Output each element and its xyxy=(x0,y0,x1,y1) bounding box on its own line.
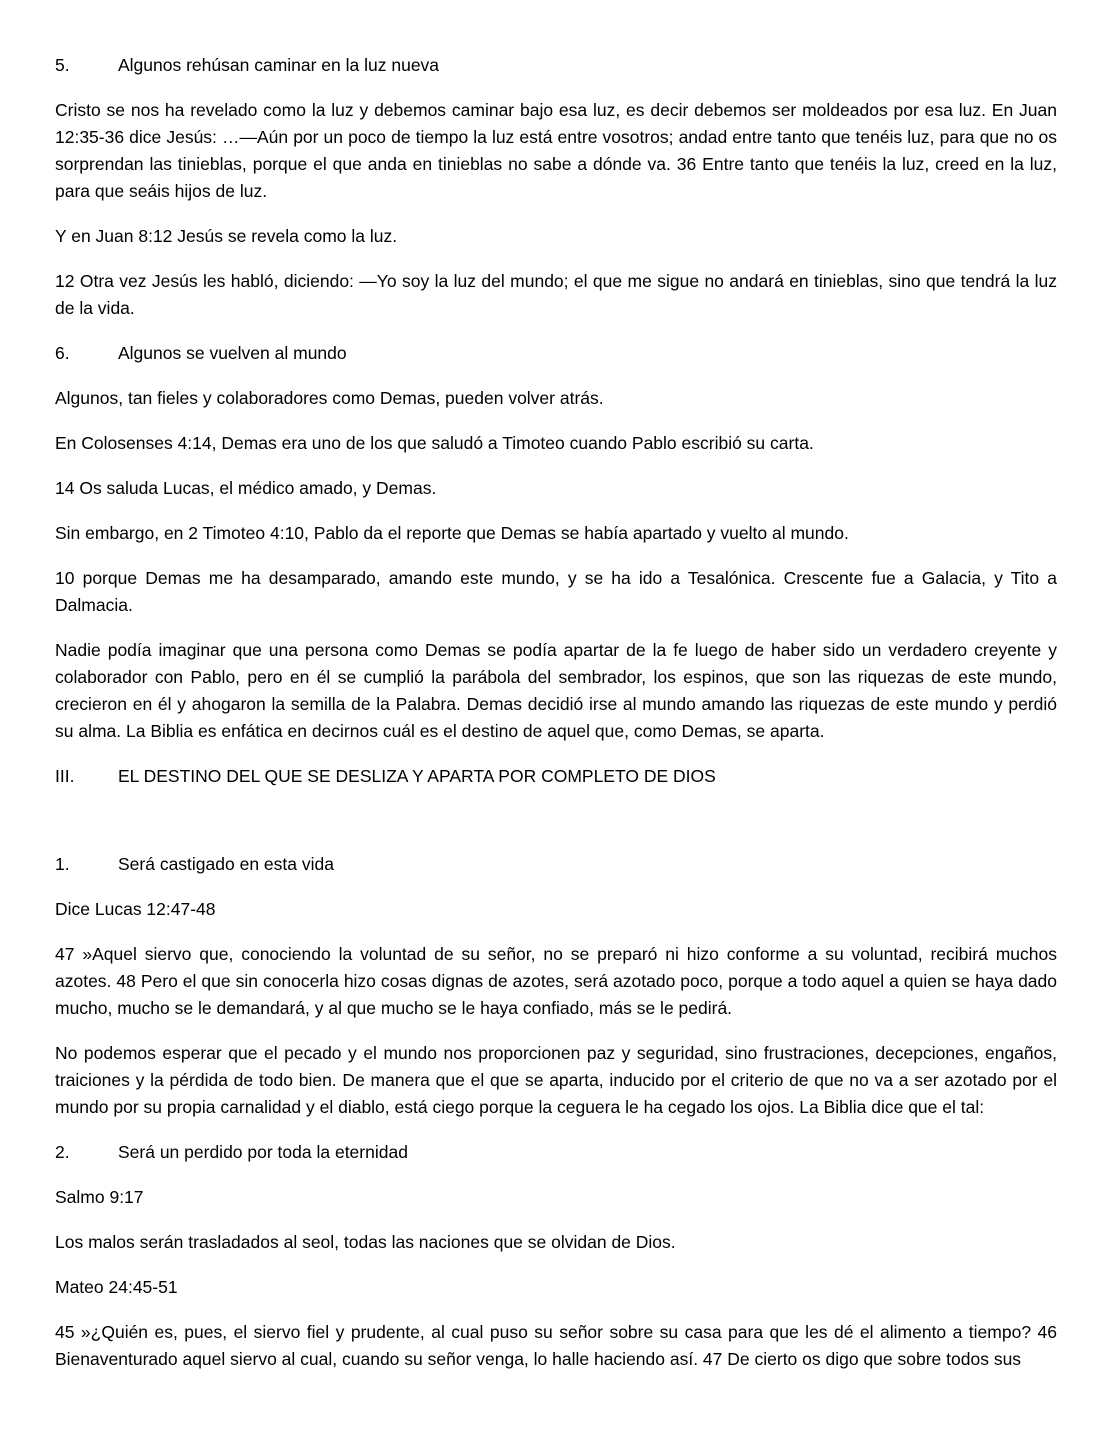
paragraph: Salmo 9:17 xyxy=(55,1187,144,1207)
heading-number: 5. xyxy=(55,55,70,75)
paragraph: En Colosenses 4:14, Demas era uno de los que saludó a Timoteo cuando Pablo escribió su carta. xyxy=(55,433,814,453)
empty-line xyxy=(55,808,1057,833)
numbered-heading-iii xyxy=(55,763,1057,790)
paragraph: 12 Otra vez Jesús les habló, diciendo: —Yo soy la luz del mundo; el que me sigue no andará en tinieblas, sino que tendrá la luz de la vida. xyxy=(55,271,1057,318)
heading-number: III. xyxy=(55,766,75,786)
heading-number: 1. xyxy=(55,854,70,874)
paragraph: 10 porque Demas me ha desamparado, amando este mundo, y se ha ido a Tesalónica. Crescente fue a Galacia, y Tito a Dalmacia. xyxy=(55,568,1057,615)
paragraph: 45 »¿Quién es, pues, el siervo fiel y prudente, al cual puso su señor sobre su casa para que les dé el alimento a tiempo? 46 Bienaventurado aquel siervo al cual, cuando su señor venga, lo halle haciendo así. 47 De cierto os digo que sobre todos sus xyxy=(55,1322,1057,1369)
paragraph: 47 »Aquel siervo que, conociendo la voluntad de su señor, no se preparó ni hizo conforme a su voluntad, recibirá muchos azotes. 48 Pero el que sin conocerla hizo cosas dignas de azotes, será azotado poco, porque a todo aquel a quien se haya dado mucho, mucho se le demandará, y al que mucho se le haya confiado, más se le pedirá. xyxy=(55,944,1057,1018)
paragraph: Los malos serán trasladados al seol, todas las naciones que se olvidan de Dios. xyxy=(55,1232,676,1252)
numbered-heading-6 xyxy=(55,340,1057,367)
heading-text: Algunos rehúsan caminar en la luz nueva xyxy=(118,55,440,75)
heading-number: 6. xyxy=(55,343,70,363)
paragraph: Cristo se nos ha revelado como la luz y debemos caminar bajo esa luz, es decir debemos ser moldeados por esa luz. En Juan 12:35-36 dice Jesús: …—Aún por un poco de tiempo la luz está entre vosotros; andad entre tanto que tenéis luz, para que no os sorprendan las tinieblas, porque el que anda en tinieblas no sabe a dónde va. 36 Entre tanto que tenéis la luz, creed en la luz, para que seáis hijos de luz. xyxy=(55,100,1057,201)
paragraph: Nadie podía imaginar que una persona como Demas se podía apartar de la fe luego de haber sido un verdadero creyente y colaborador con Pablo, pero en él se cumplió la parábola del sembrador, los espinos, que son las riquezas de este mundo, crecieron en él y ahogaron la semilla de la Palabra. Demas decidió irse al mundo amando las riquezas de este mundo y perdió su alma. La Biblia es enfática en decirnos cuál es el destino de aquel que, como Demas, se aparta. xyxy=(55,640,1057,741)
heading-text: Será un perdido por toda la eternidad xyxy=(118,1142,408,1162)
numbered-heading-2 xyxy=(55,1139,1057,1166)
paragraph: Y en Juan 8:12 Jesús se revela como la luz. xyxy=(55,226,398,246)
heading-text: Algunos se vuelven al mundo xyxy=(118,343,347,363)
paragraph: Mateo 24:45-51 xyxy=(55,1277,178,1297)
paragraph: Algunos, tan fieles y colaboradores como Demas, pueden volver atrás. xyxy=(55,388,604,408)
heading-text: EL DESTINO DEL QUE SE DESLIZA Y APARTA POR COMPLETO DE DIOS xyxy=(118,766,716,786)
numbered-heading-5 xyxy=(55,52,1057,79)
paragraph: 14 Os saluda Lucas, el médico amado, y Demas. xyxy=(55,478,437,498)
numbered-heading-1 xyxy=(55,851,1057,878)
heading-text: Será castigado en esta vida xyxy=(118,854,334,874)
paragraph: Sin embargo, en 2 Timoteo 4:10, Pablo da el reporte que Demas se había apartado y vuelto al mundo. xyxy=(55,523,849,543)
heading-number: 2. xyxy=(55,1142,70,1162)
paragraph: Dice Lucas 12:47-48 xyxy=(55,899,216,919)
paragraph: No podemos esperar que el pecado y el mundo nos proporcionen paz y seguridad, sino frustraciones, decepciones, engaños, traiciones y la pérdida de todo bien. De manera que el que se aparta, inducido por el criterio de que no va a ser azotado por el mundo por su propia carnalidad y el diablo, está ciego porque la ceguera le ha cegado los ojos. La Biblia dice que el tal: xyxy=(55,1043,1057,1117)
